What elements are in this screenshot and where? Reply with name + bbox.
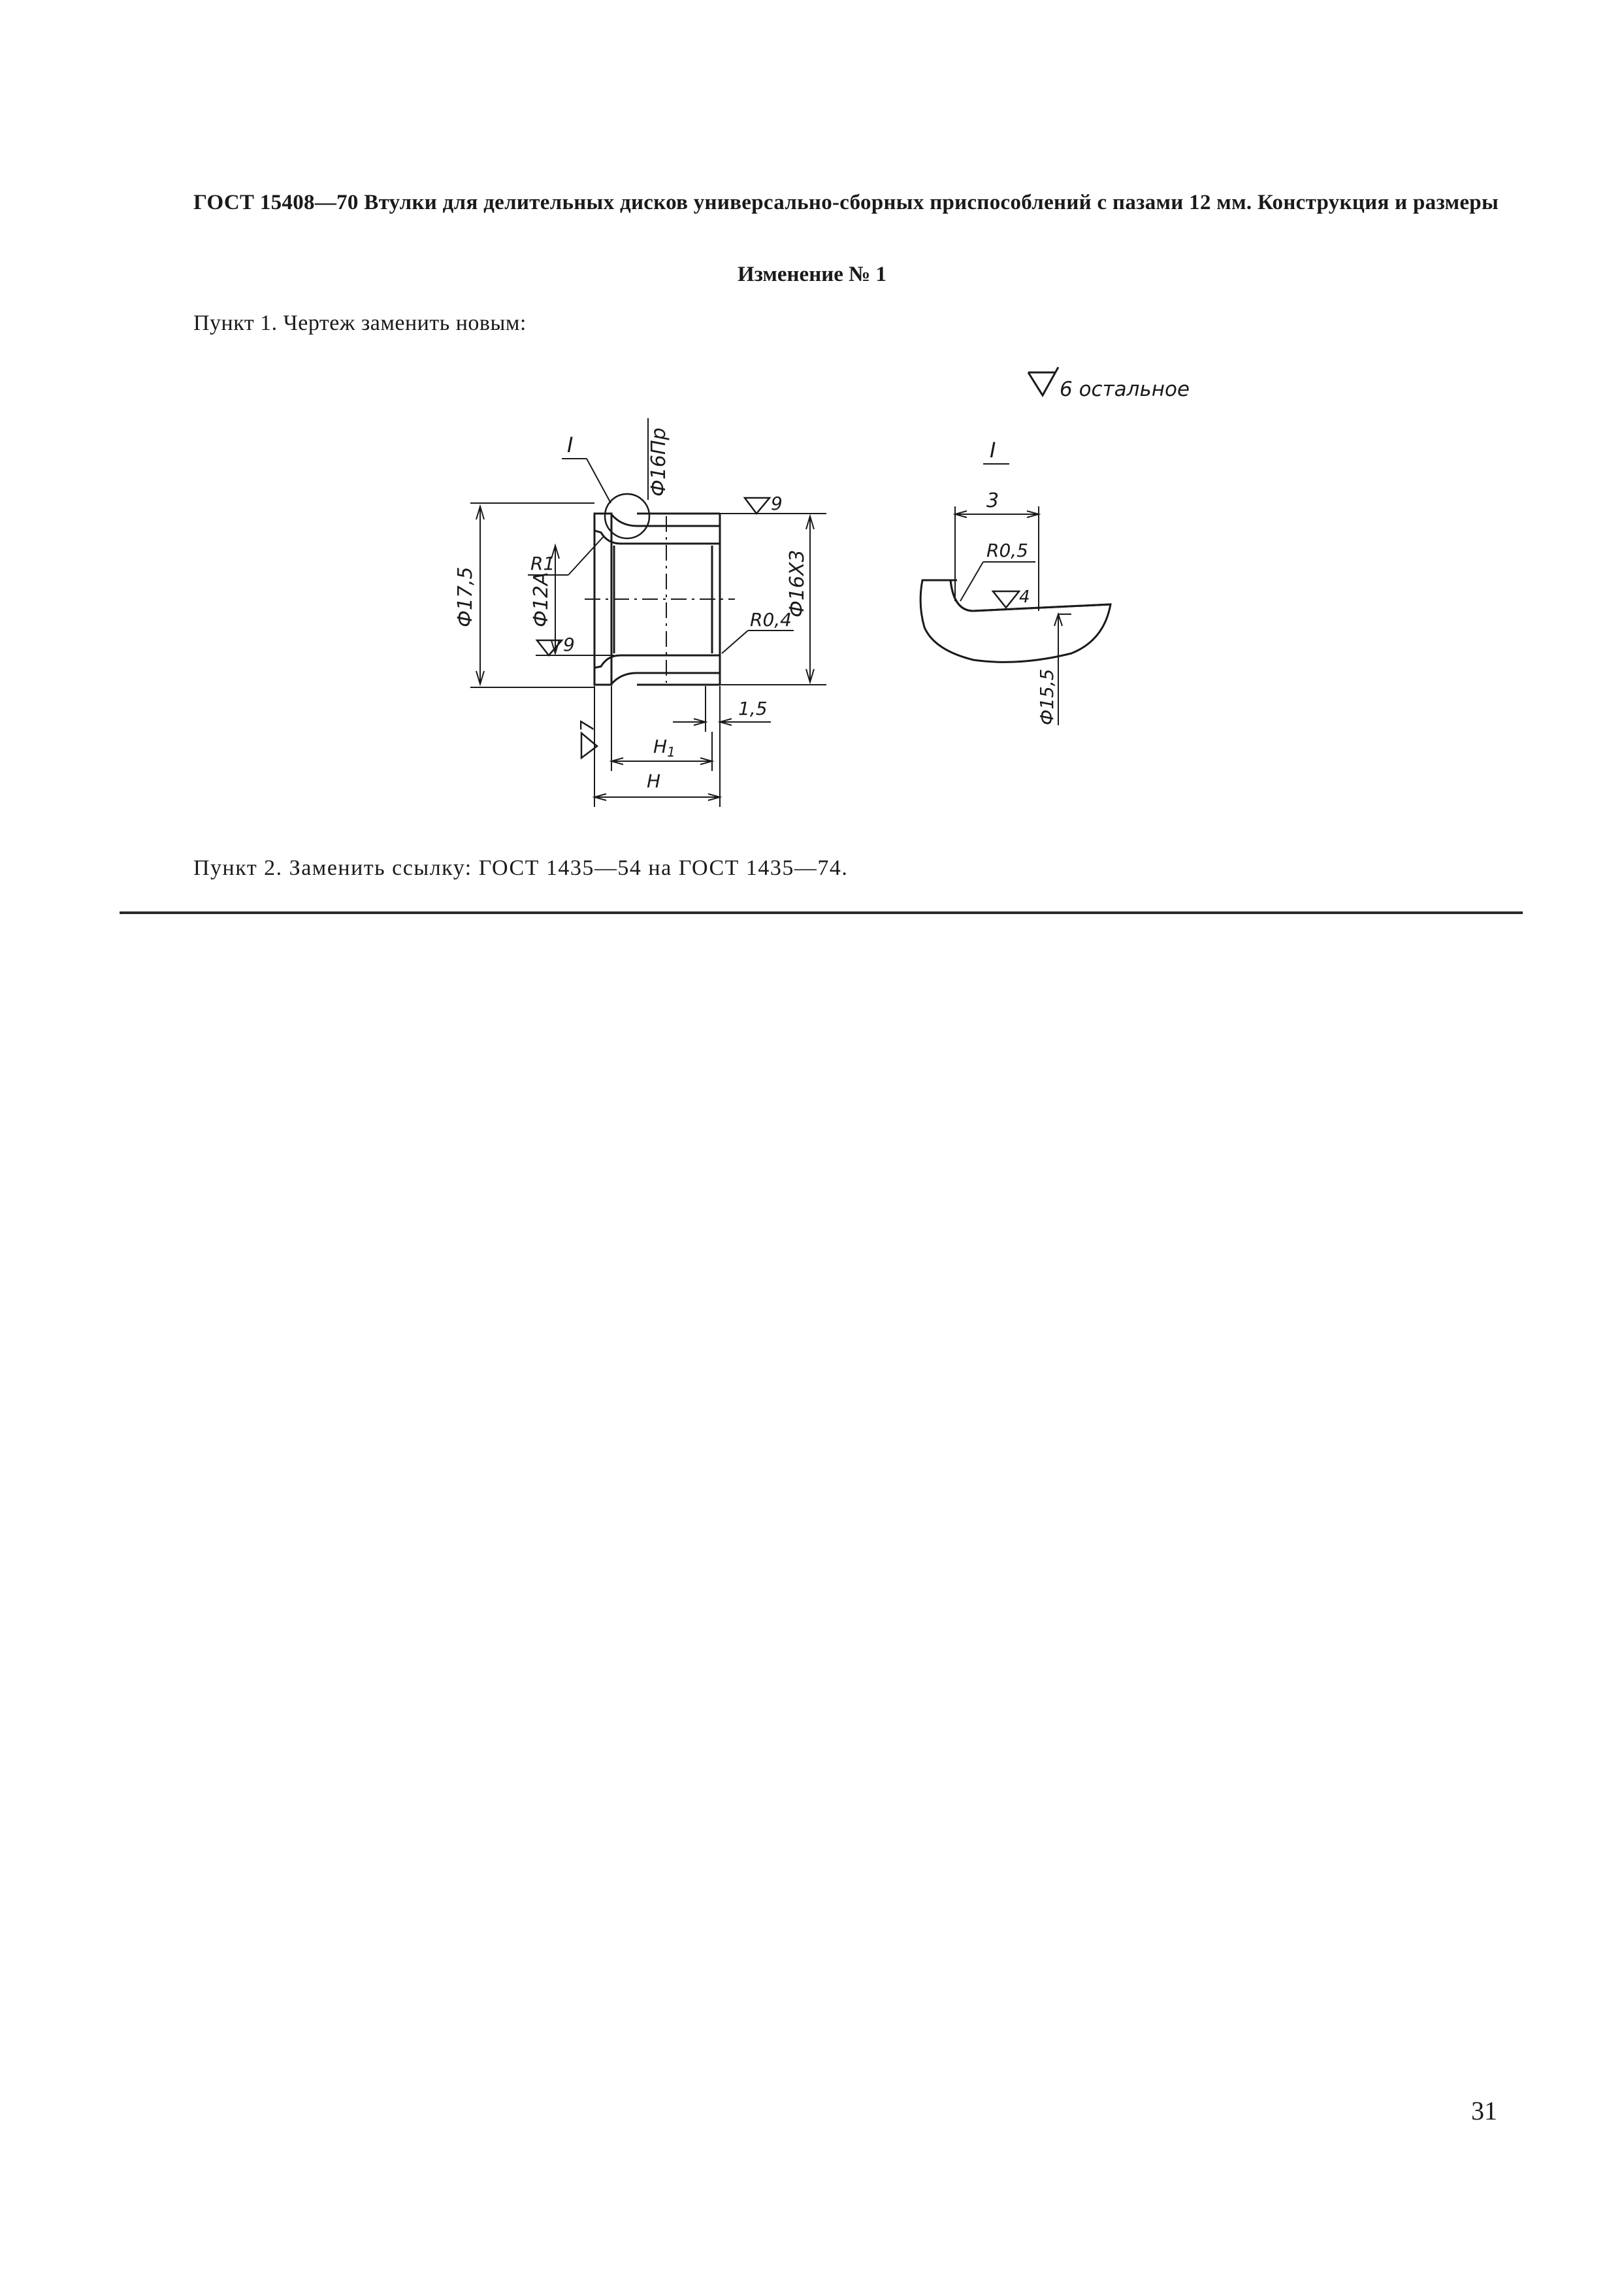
detail-roughness-label: 4: [1019, 587, 1030, 607]
dim-d12a: Ф12А: [530, 572, 553, 627]
detail-ref-label: I: [567, 433, 574, 457]
document-title: ГОСТ 15408—70 Втулки для делительных дисков универсально-сборных приспособлений с пазами 12 мм. Конструкция и размеры: [193, 191, 1499, 214]
roughness-general-symbol: [1028, 367, 1190, 401]
dim-1-5: 1,5: [738, 698, 768, 719]
roughness-inner-label: 9: [563, 634, 575, 655]
detail-dim-3: 3: [986, 489, 999, 512]
detail-section-profile: [920, 580, 1111, 662]
dim-h1: H: [653, 736, 668, 757]
detail-view-i: [920, 438, 1111, 725]
detail-label: I: [990, 438, 996, 463]
roughness-general-label: 6 остальное: [1060, 378, 1190, 401]
dim-d16pr: Ф16Пр: [647, 427, 670, 497]
roughness-top-label: 9: [771, 493, 783, 514]
dim-h: H: [647, 770, 661, 792]
page-number: 31: [1471, 2096, 1497, 2125]
dim-d17-5: Ф17,5: [454, 566, 477, 627]
horizontal-rule: [120, 911, 1523, 914]
paragraph-1: Пункт 1. Чертеж заменить новым:: [193, 311, 527, 335]
dim-h1-subscript: 1: [667, 744, 675, 760]
technical-drawing: [0, 0, 1624, 849]
radius-r1-label: R1: [530, 553, 555, 574]
svg-text:H1: [653, 736, 675, 760]
detail-dim-d15-5: Ф15,5: [1036, 668, 1058, 725]
paragraph-2: Пункт 2. Заменить ссылку: ГОСТ 1435—54 на ГОСТ 1435—74.: [193, 856, 849, 880]
bushing-top-wall: [594, 514, 720, 544]
radius-r04-label: R0,4: [750, 609, 792, 631]
roughness-face-label: 7: [576, 720, 598, 732]
bushing-section-view: [454, 418, 826, 807]
detail-radius-r05: R0,5: [986, 540, 1028, 561]
change-heading: Изменение № 1: [737, 263, 887, 286]
dim-d16x3: Ф16Х3: [786, 549, 809, 617]
bushing-bottom-wall: [594, 655, 720, 685]
